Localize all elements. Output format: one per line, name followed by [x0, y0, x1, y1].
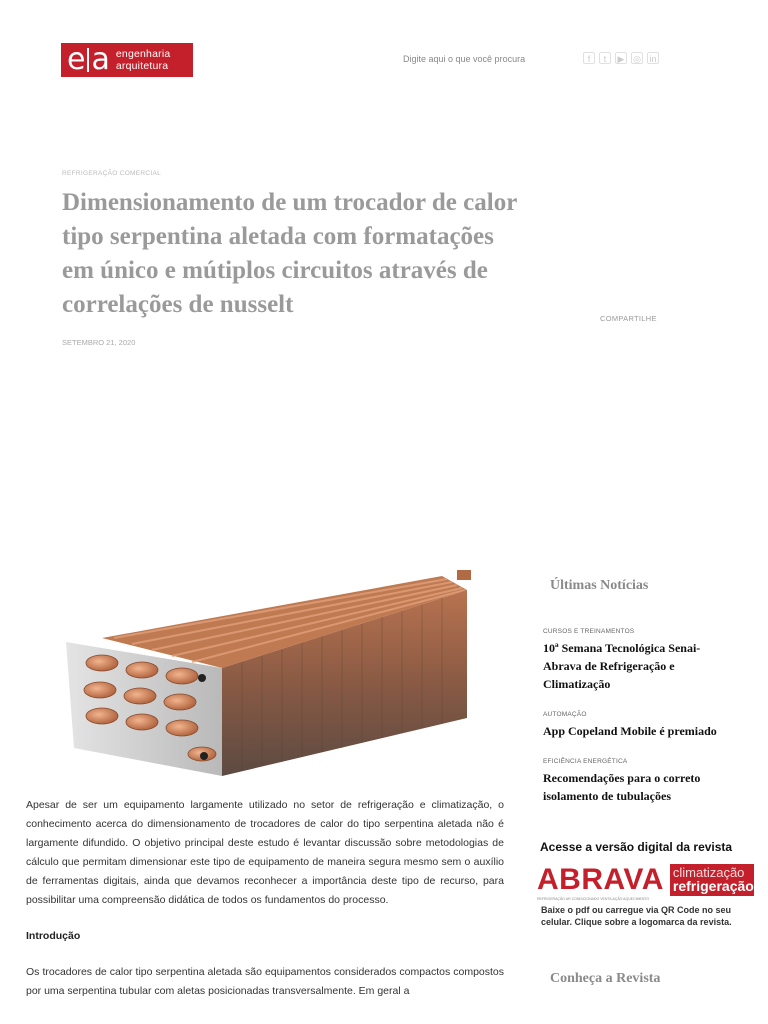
magazine-title-box — [670, 864, 754, 896]
magazine-title-line-1: climatização — [672, 865, 745, 880]
facebook-icon[interactable]: f — [583, 52, 595, 64]
news-headline[interactable]: Recomendações para o correto isolamento de tubulações — [543, 771, 701, 803]
news-headline[interactable]: 10ª Semana Tecnológica Senai-Abrava de Refrigeração e Climatização — [543, 641, 701, 691]
logo-mark — [61, 43, 110, 77]
news-item[interactable] — [543, 628, 723, 693]
article-date: SETEMBRO 21, 2020 — [62, 338, 136, 347]
magazine-logo-link[interactable] — [537, 860, 754, 901]
news-item[interactable] — [543, 758, 723, 805]
section-heading: Introdução — [26, 930, 81, 942]
twitter-icon[interactable]: t — [599, 52, 611, 64]
latest-news-title: Últimas Notícias — [550, 578, 649, 593]
article-body — [26, 796, 504, 1018]
magazine-title-line-2: refrigeração — [672, 878, 754, 894]
digital-edition-text: Baixe o pdf ou carregue via QR Code no seu celular. Clique sobre a logomarca da revista. — [541, 905, 732, 927]
logo-divider — [87, 48, 89, 72]
site-logo[interactable] — [61, 43, 193, 77]
abrava-logo: ABRAVA — [537, 863, 664, 896]
news-category[interactable]: EFICIÊNCIA ENERGÉTICA — [543, 758, 628, 765]
news-item[interactable] — [543, 711, 723, 740]
abrava-tagline: REFRIGERAÇÃO AR CONDICIONADO VENTILAÇÃO AQUECIMENTO — [537, 897, 650, 901]
heat-exchanger-image — [62, 568, 482, 780]
youtube-icon[interactable]: ▶ — [615, 52, 627, 64]
article-category[interactable]: REFRIGERAÇÃO COMERCIAL — [62, 170, 162, 177]
logo-mark-right: a — [91, 42, 110, 77]
news-headline[interactable]: App Copeland Mobile é premiado — [543, 724, 717, 738]
digital-edition-heading: Acesse a versão digital da revista — [540, 840, 733, 854]
instagram-icon[interactable]: ◎ — [631, 52, 643, 64]
know-magazine-title: Conheça a Revista — [550, 971, 661, 986]
logo-line-2: arquitetura — [115, 60, 169, 72]
news-category[interactable]: CURSOS E TREINAMENTOS — [543, 628, 635, 635]
social-links — [583, 52, 659, 64]
logo-mark-left: e — [67, 42, 86, 77]
share-label: COMPARTILHE — [600, 314, 657, 323]
news-category[interactable]: AUTOMAÇÃO — [543, 711, 587, 718]
article-paragraph: Os trocadores de calor tipo serpentina aletada são equipamentos considerados compactos compostos por uma serpentina tubular com aletas posicionadas transversalmente. Em geral a — [26, 966, 504, 997]
logo-text — [116, 48, 171, 72]
linkedin-icon[interactable]: in — [647, 52, 659, 64]
article-paragraph: Apesar de ser um equipamento largamente utilizado no setor de refrigeração e climatização, o conhecimento acerca do dimensionamento de trocadores de calor do tipo serpentina aletada não é largamente difundido. O objetivo principal deste estudo é levantar discussão sobre metodologias de cálculo que permitam dimensionar este tipo de equipamento de maneira segura mesmo sem o auxílio de ferramentas digitais, ainda que devamos reconhecer a importância deste tipo de recurso, para possibilitar uma compreensão didática de todos os fundamentos do processo. — [26, 799, 504, 906]
search-input[interactable]: Digite aqui o que você procura — [403, 54, 526, 64]
article-title: Dimensionamento de um trocador de calor tipo serpentina aletada com formatações em único e mútiplos circuitos através de correlações de nusselt — [62, 189, 517, 318]
logo-line-1: engenharia — [115, 48, 171, 60]
